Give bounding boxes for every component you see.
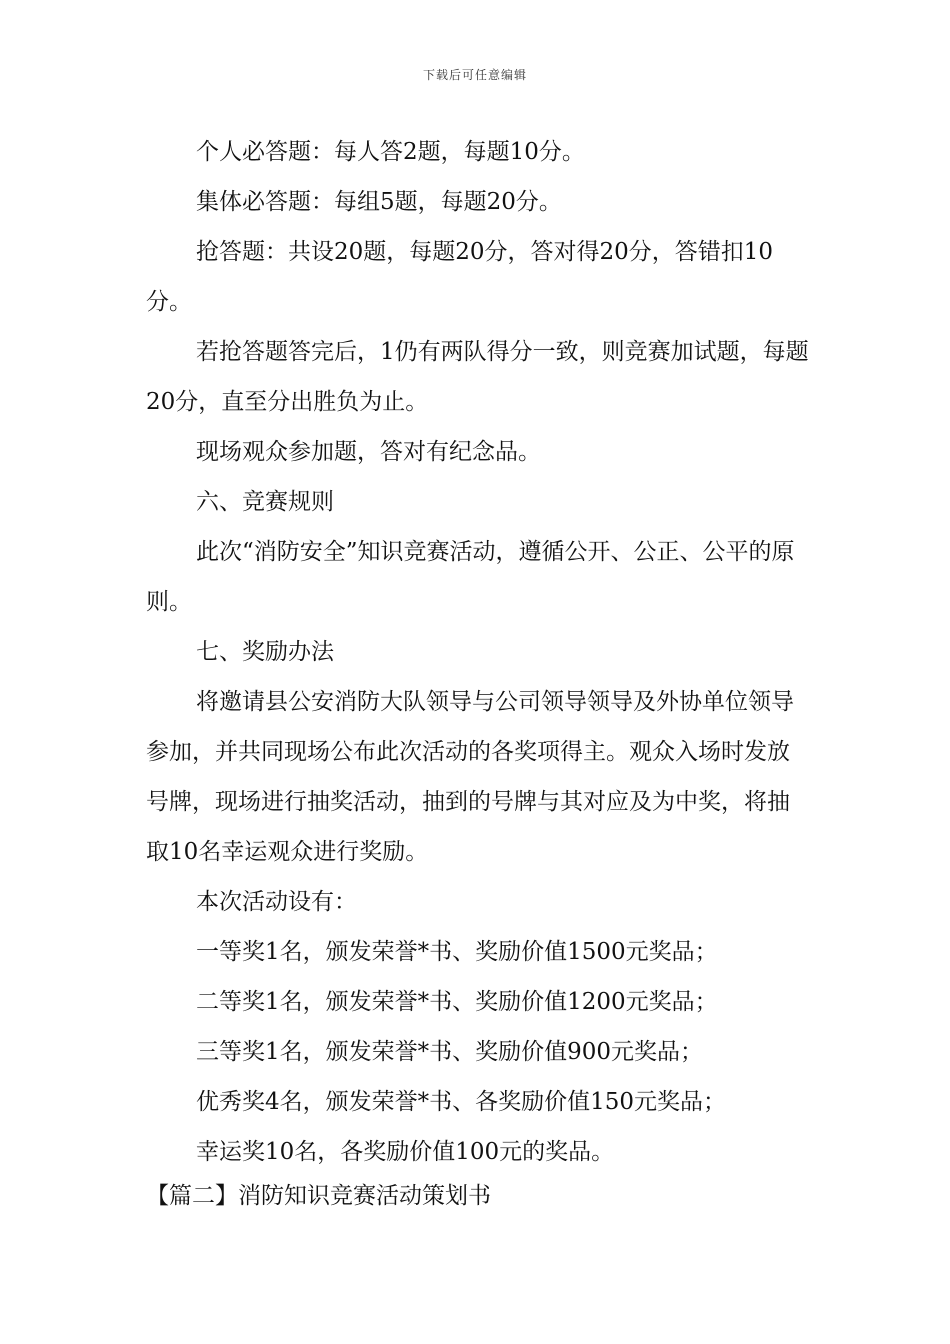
paragraph-audience-questions: 现场观众参加题，答对有纪念品。 — [196, 439, 541, 465]
paragraph-tiebreaker: 若抢答题答完后，1仍有两队得分一致，则竞赛加试题，每题20分，直至分出胜负为止。 — [146, 339, 809, 415]
document-body — [146, 127, 810, 1177]
paragraph-first-prize: 一等奖1名，颁发荣誉*书、奖励价值1500元奖品； — [196, 939, 718, 965]
paragraph-individual-questions: 个人必答题：每人答2题，每题10分。 — [196, 139, 585, 165]
paragraph-lucky-prize: 幸运奖10名，各奖励价值100元的奖品。 — [196, 1139, 615, 1165]
heading-competition-rules: 六、竞赛规则 — [196, 489, 334, 515]
paragraph-buzzer-questions: 抢答题：共设20题，每题20分，答对得20分，答错扣10分。 — [146, 239, 774, 315]
paragraph-second-prize: 二等奖1名，颁发荣誉*书、奖励价值1200元奖品； — [196, 989, 718, 1015]
paragraph-rules-principle: 此次“消防安全”知识竞赛活动，遵循公开、公正、公平的原则。 — [146, 539, 795, 615]
paragraph-third-prize: 三等奖1名，颁发荣誉*书、奖励价值900元奖品； — [196, 1039, 704, 1065]
paragraph-group-questions: 集体必答题：每组5题，每题20分。 — [196, 189, 562, 215]
heading-award-method: 七、奖励办法 — [196, 639, 334, 665]
paragraph-awards-intro: 本次活动设有： — [196, 889, 357, 915]
paragraph-excellence-prize: 优秀奖4名，颁发荣誉*书、各奖励价值150元奖品； — [196, 1089, 727, 1115]
section-heading-part-two: 【篇二】消防知识竞赛活动策划书 — [146, 1183, 491, 1209]
page-header: 下载后可任意编辑 — [422, 68, 527, 82]
paragraph-award-description: 将邀请县公安消防大队领导与公司领导领导及外协单位领导参加，并共同现场公布此次活动的各奖项得主。观众入场时发放号牌，现场进行抽奖活动，抽到的号牌与其对应及为中奖，将抽取10名幸运观众进行奖励。 — [146, 689, 794, 865]
